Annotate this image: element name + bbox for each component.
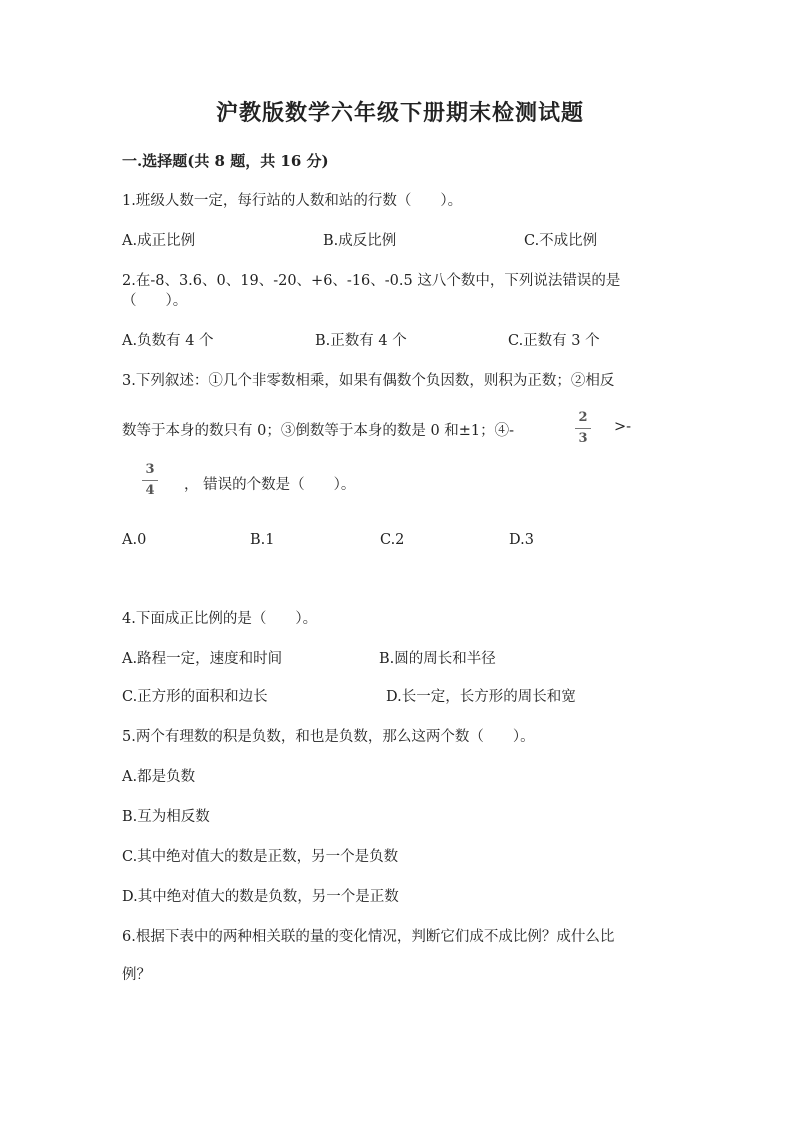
- fraction-two-thirds: [573, 410, 593, 447]
- question-2-stem-line1: 2.在-8、3.6、0、19、-20、+6、-16、-0.5 这八个数中，下列说法错误的是: [122, 273, 621, 289]
- question-1-option-c: C.不成比例: [524, 233, 598, 249]
- question-1-stem: 1.班级人数一定，每行站的人数和站的行数（ ）。: [122, 193, 463, 209]
- question-4-option-d: D.长一定，长方形的周长和宽: [386, 689, 576, 705]
- question-3-option-c: C.2: [380, 532, 405, 548]
- question-3-greater-than: >-: [614, 419, 632, 435]
- question-3-option-a: A.0: [122, 532, 147, 548]
- question-1-option-a: A.成正比例: [122, 233, 196, 249]
- fraction-three-quarters: [140, 462, 160, 499]
- question-4-option-a: A.路程一定，速度和时间: [122, 651, 283, 667]
- question-4-option-b: B.圆的周长和半径: [379, 651, 496, 667]
- question-5-option-c: C.其中绝对值大的数是正数，另一个是负数: [122, 849, 399, 865]
- question-2-option-b: B.正数有 4 个: [315, 333, 407, 349]
- fraction-denominator: 3: [578, 431, 588, 446]
- fraction-denominator: 4: [145, 483, 155, 498]
- question-2-option-c: C.正数有 3 个: [508, 333, 600, 349]
- question-5-option-d: D.其中绝对值大的数是负数，另一个是正数: [122, 889, 399, 905]
- question-3-line1: 3.下列叙述：①几个非零数相乘，如果有偶数个负因数，则积为正数；②相反: [122, 373, 615, 389]
- question-2-option-a: A.负数有 4 个: [122, 333, 214, 349]
- question-5-option-b: B.互为相反数: [122, 809, 210, 825]
- section-heading: 一.选择题(共 8 题，共 16 分): [122, 152, 329, 170]
- question-4-option-c: C.正方形的面积和边长: [122, 689, 268, 705]
- question-6-line1: 6.根据下表中的两种相关联的量的变化情况，判断它们成不成比例？成什么比: [122, 929, 615, 945]
- question-1-option-b: B.成反比例: [323, 233, 397, 249]
- fraction-numerator: 3: [145, 462, 155, 477]
- fraction-bar: [575, 428, 591, 429]
- fraction-bar: [142, 480, 158, 481]
- question-3-line3: ， 错误的个数是（ ）。: [184, 477, 356, 493]
- question-3-option-d: D.3: [509, 532, 534, 548]
- question-3-line2: 数等于本身的数只有 0；③倒数等于本身的数是 0 和±1；④-: [122, 423, 515, 439]
- question-2-stem-line2: （ ）。: [122, 293, 188, 309]
- question-3-option-b: B.1: [250, 532, 275, 548]
- fraction-numerator: 2: [578, 410, 588, 425]
- question-4-stem: 4.下面成正比例的是（ ）。: [122, 611, 318, 627]
- question-5-option-a: A.都是负数: [122, 769, 196, 785]
- question-5-stem: 5.两个有理数的积是负数，和也是负数，那么这两个数（ ）。: [122, 729, 535, 745]
- page-title: 沪教版数学六年级下册期末检测试题: [215, 100, 584, 126]
- question-6-line2: 例？: [122, 967, 151, 983]
